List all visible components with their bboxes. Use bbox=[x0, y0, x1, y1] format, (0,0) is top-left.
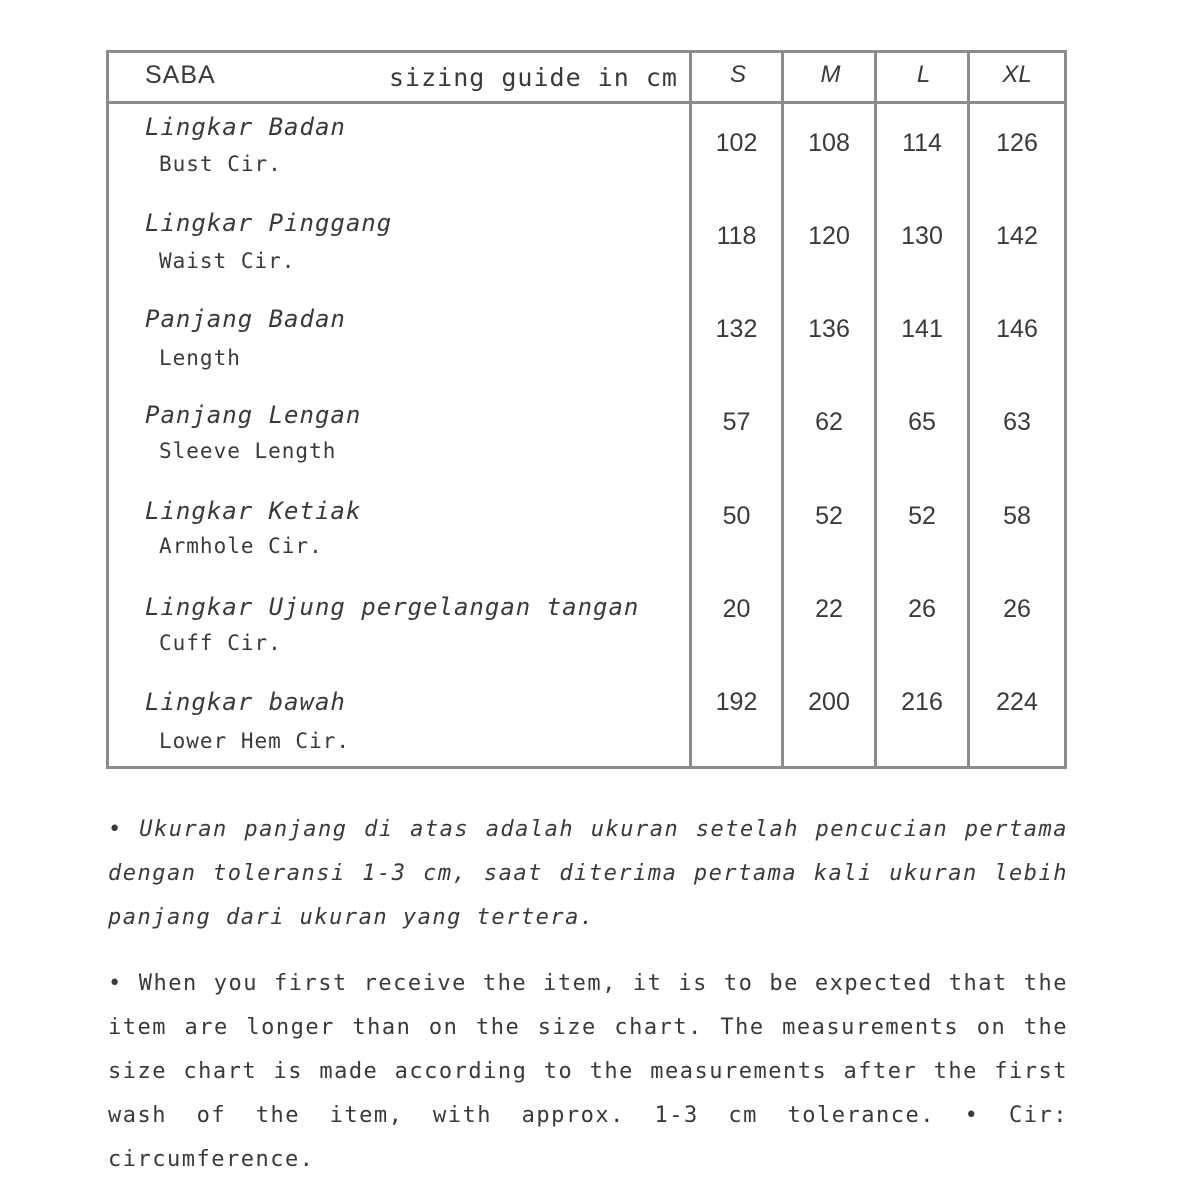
value-cell-m: 22 bbox=[815, 595, 843, 623]
size-chart-table bbox=[106, 50, 1067, 769]
value-cell-l: 130 bbox=[901, 222, 943, 250]
value-cell-xl: 224 bbox=[996, 688, 1038, 716]
value-cell-s: 57 bbox=[722, 408, 751, 436]
sizing-guide-title: sizing guide in cm bbox=[389, 63, 678, 92]
table-header-row bbox=[109, 53, 1064, 104]
value-cell-xl: 58 bbox=[1003, 502, 1031, 530]
row-label-english: Bust Cir. bbox=[159, 152, 282, 176]
size-header-xl: XL bbox=[1002, 61, 1032, 88]
row-label-indonesian: Panjang Badan bbox=[145, 305, 346, 333]
value-cell-xl: 142 bbox=[996, 222, 1038, 250]
value-cell-s: 192 bbox=[715, 688, 758, 716]
size-header-m: M bbox=[820, 61, 841, 88]
value-cell-xl: 146 bbox=[996, 315, 1038, 343]
value-cell-xl: 26 bbox=[1003, 595, 1031, 623]
brand-name: SABA bbox=[145, 61, 216, 89]
row-label-english: Armhole Cir. bbox=[159, 534, 323, 558]
value-cell-m: 120 bbox=[808, 222, 850, 250]
row-label-indonesian: Lingkar Pinggang bbox=[145, 209, 393, 237]
value-cell-l: 141 bbox=[901, 315, 943, 343]
row-label-english: Length bbox=[159, 346, 241, 370]
row-label-english: Cuff Cir. bbox=[159, 631, 282, 655]
row-label-indonesian: Lingkar bawah bbox=[145, 688, 346, 716]
size-header-s: S bbox=[729, 61, 746, 88]
value-cell-s: 118 bbox=[716, 222, 757, 250]
row-label-indonesian: Lingkar Ujung pergelangan tangan bbox=[145, 593, 640, 621]
row-label-english: Lower Hem Cir. bbox=[159, 729, 351, 753]
value-cell-m: 136 bbox=[808, 315, 850, 343]
row-label-indonesian: Lingkar Badan bbox=[145, 113, 346, 141]
note-english: • When you first receive the item, it is to be expected that the item are longer than on the size chart. The measurements on the size chart is made according to the measurements after the first wash of the item, with approx. 1-3 cm tolerance. • Cir: circumference. bbox=[108, 971, 1068, 1172]
value-cell-l: 26 bbox=[908, 595, 936, 623]
value-cell-s: 20 bbox=[722, 595, 751, 623]
row-label-indonesian: Panjang Lengan bbox=[145, 401, 362, 429]
note-indonesian: • Ukuran panjang di atas adalah ukuran setelah pencucian pertama dengan toleransi 1-3 cm, saat diterima pertama kali ukuran lebih panjang dari ukuran yang tertera. bbox=[108, 817, 1068, 930]
value-cell-m: 108 bbox=[808, 129, 850, 157]
value-cell-l: 114 bbox=[902, 129, 942, 157]
value-cell-l: 216 bbox=[901, 688, 943, 716]
size-header-l: L bbox=[916, 61, 931, 88]
value-cell-xl: 126 bbox=[996, 129, 1038, 157]
value-cell-xl: 63 bbox=[1003, 408, 1031, 436]
value-cell-m: 62 bbox=[815, 408, 843, 436]
row-label-indonesian: Lingkar Ketiak bbox=[145, 497, 362, 525]
value-cell-s: 50 bbox=[722, 502, 751, 530]
value-cell-s: 132 bbox=[715, 315, 758, 343]
value-cell-l: 65 bbox=[908, 408, 936, 436]
value-cell-m: 52 bbox=[815, 502, 843, 530]
value-cell-m: 200 bbox=[808, 688, 850, 716]
row-label-english: Waist Cir. bbox=[159, 249, 296, 273]
value-cell-l: 52 bbox=[908, 502, 936, 530]
row-label-english: Sleeve Length bbox=[159, 439, 337, 463]
value-cell-s: 102 bbox=[715, 129, 758, 157]
